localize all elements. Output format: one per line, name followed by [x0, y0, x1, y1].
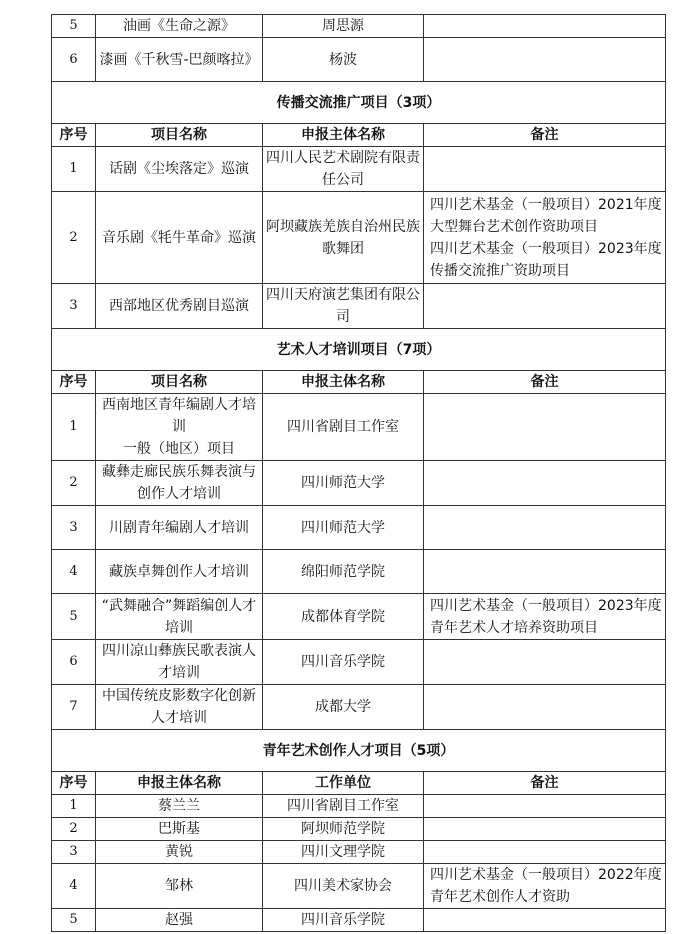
work-unit: 四川音乐学院	[263, 909, 424, 932]
project-name: 油画《生命之源》	[96, 15, 263, 38]
project-name: 西南地区青年编剧人才培训 一般（地区）项目	[96, 394, 263, 461]
remark	[424, 38, 666, 82]
remark	[424, 685, 666, 730]
project-name: 藏彝走廊民族乐舞表演与创作人才培训	[96, 461, 263, 506]
applicant-name: 四川人民艺术剧院有限责任公司	[263, 147, 424, 192]
row-number: 2	[52, 461, 96, 506]
header-cell: 备注	[424, 124, 666, 147]
table-row	[52, 461, 666, 506]
row-number: 2	[52, 818, 96, 841]
remark	[424, 640, 666, 685]
table-row	[52, 685, 666, 730]
table-row	[52, 506, 666, 550]
section-title: 青年艺术创作人才项目（5项）	[52, 730, 666, 772]
header-cell: 序号	[52, 772, 96, 795]
row-number: 7	[52, 685, 96, 730]
remark: 四川艺术基金（一般项目）2021年度大型舞台艺术创作资助项目 四川艺术基金（一般项目）2023年度传播交流推广资助项目	[424, 192, 666, 284]
row-number: 5	[52, 15, 96, 38]
header-cell: 序号	[52, 371, 96, 394]
project-name: 西部地区优秀剧目巡演	[96, 284, 263, 329]
header-cell: 备注	[424, 371, 666, 394]
header-cell: 申报主体名称	[96, 772, 263, 795]
header-cell: 项目名称	[96, 371, 263, 394]
project-name: 川剧青年编剧人才培训	[96, 506, 263, 550]
project-name: 话剧《尘埃落定》巡演	[96, 147, 263, 192]
applicant-name: 黄锐	[96, 841, 263, 864]
remark: 四川艺术基金（一般项目）2022年度青年艺术创作人才资助	[424, 864, 666, 909]
table-row	[52, 909, 666, 932]
row-number: 1	[52, 394, 96, 461]
table-row	[52, 394, 666, 461]
remark	[424, 841, 666, 864]
work-unit: 四川省剧目工作室	[263, 795, 424, 818]
applicant-name: 杨波	[263, 38, 424, 82]
applicant-name: 成都体育学院	[263, 594, 424, 640]
header-row	[52, 371, 666, 394]
remark	[424, 550, 666, 594]
table-row	[52, 38, 666, 82]
project-name: “武舞融合”舞蹈编创人才培训	[96, 594, 263, 640]
work-unit: 阿坝师范学院	[263, 818, 424, 841]
remark	[424, 461, 666, 506]
row-number: 1	[52, 795, 96, 818]
applicant-name: 四川师范大学	[263, 461, 424, 506]
row-number: 5	[52, 909, 96, 932]
row-number: 6	[52, 38, 96, 82]
header-cell: 项目名称	[96, 124, 263, 147]
remark: 四川艺术基金（一般项目）2023年度青年艺术人才培养资助项目	[424, 594, 666, 640]
table-row	[52, 192, 666, 284]
applicant-name: 阿坝藏族羌族自治州民族歌舞团	[263, 192, 424, 284]
applicant-name: 蔡兰兰	[96, 795, 263, 818]
header-row	[52, 124, 666, 147]
table-row	[52, 864, 666, 909]
row-number: 6	[52, 640, 96, 685]
applicant-name: 成都大学	[263, 685, 424, 730]
row-number: 4	[52, 864, 96, 909]
applicant-name: 周思源	[263, 15, 424, 38]
table-row	[52, 640, 666, 685]
row-number: 3	[52, 506, 96, 550]
remark	[424, 909, 666, 932]
work-unit: 四川美术家协会	[263, 864, 424, 909]
row-number: 5	[52, 594, 96, 640]
section-title-row	[52, 730, 666, 772]
header-cell: 申报主体名称	[263, 371, 424, 394]
section-title-row	[52, 82, 666, 124]
remark	[424, 284, 666, 329]
project-list-table	[51, 14, 666, 932]
applicant-name: 四川天府演艺集团有限公司	[263, 284, 424, 329]
header-cell: 备注	[424, 772, 666, 795]
remark	[424, 147, 666, 192]
table-row	[52, 818, 666, 841]
table-row	[52, 550, 666, 594]
applicant-name: 邹林	[96, 864, 263, 909]
row-number: 1	[52, 147, 96, 192]
project-name: 漆画《千秋雪-巴颜喀拉》	[96, 38, 263, 82]
row-number: 3	[52, 841, 96, 864]
header-cell: 申报主体名称	[263, 124, 424, 147]
section-title-row	[52, 329, 666, 371]
project-name: 四川凉山彝族民歌表演人才培训	[96, 640, 263, 685]
table-row	[52, 15, 666, 38]
row-number: 3	[52, 284, 96, 329]
applicant-name: 巴斯基	[96, 818, 263, 841]
remark	[424, 818, 666, 841]
project-name: 藏族卓舞创作人才培训	[96, 550, 263, 594]
applicant-name: 绵阳师范学院	[263, 550, 424, 594]
table-row	[52, 147, 666, 192]
project-name: 音乐剧《牦牛革命》巡演	[96, 192, 263, 284]
remark	[424, 795, 666, 818]
applicant-name: 四川省剧目工作室	[263, 394, 424, 461]
row-number: 2	[52, 192, 96, 284]
table-row	[52, 284, 666, 329]
section-title: 艺术人才培训项目（7项）	[52, 329, 666, 371]
remark	[424, 394, 666, 461]
project-name: 中国传统皮影数字化创新人才培训	[96, 685, 263, 730]
header-cell: 工作单位	[263, 772, 424, 795]
work-unit: 四川文理学院	[263, 841, 424, 864]
header-row	[52, 772, 666, 795]
table-row	[52, 594, 666, 640]
row-number: 4	[52, 550, 96, 594]
section-title: 传播交流推广项目（3项）	[52, 82, 666, 124]
applicant-name: 四川音乐学院	[263, 640, 424, 685]
remark	[424, 506, 666, 550]
remark	[424, 15, 666, 38]
applicant-name: 赵强	[96, 909, 263, 932]
applicant-name: 四川师范大学	[263, 506, 424, 550]
table-row	[52, 841, 666, 864]
table-row	[52, 795, 666, 818]
header-cell: 序号	[52, 124, 96, 147]
